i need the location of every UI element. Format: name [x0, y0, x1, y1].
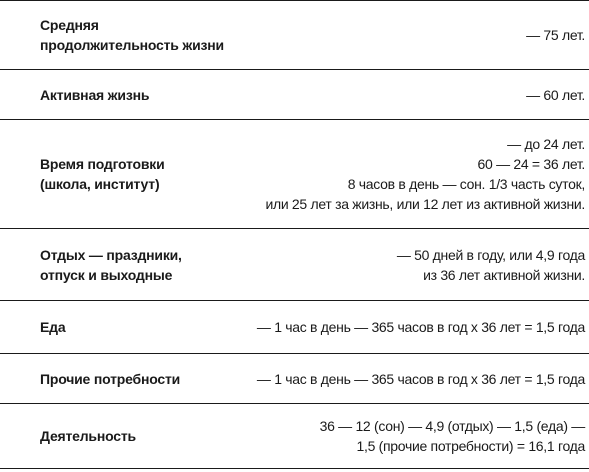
row-value	[397, 229, 585, 300]
table-row-preparation-time	[0, 119, 589, 228]
row-label-line: продолжительность жизни	[40, 37, 224, 53]
row-label-line: отпуск и выходные	[40, 266, 173, 283]
table-row-other-needs	[0, 353, 589, 403]
row-label	[40, 229, 182, 300]
row-label-line: Отдых — праздники,	[40, 246, 182, 263]
row-label	[40, 404, 136, 468]
table-row-food	[0, 300, 589, 353]
row-label-line: Прочие потребности	[40, 370, 181, 387]
table-row-activity	[0, 403, 589, 469]
table-row-active-life	[0, 69, 589, 119]
row-value-line: 60 — 24 = 36 лет.	[477, 156, 585, 172]
row-value	[257, 354, 585, 403]
row-value-line: — до 24 лет.	[507, 136, 585, 152]
row-value	[526, 1, 585, 69]
table-row-life-expectancy	[0, 0, 589, 69]
row-label-line: Еда	[40, 319, 66, 335]
row-label-line: Деятельность	[40, 428, 136, 444]
row-label-line: (школа, институт)	[40, 176, 160, 192]
row-label-line: Средняя	[40, 17, 99, 33]
row-value-line: — 60 лет.	[526, 86, 585, 103]
row-value	[320, 404, 585, 468]
row-value	[257, 301, 585, 353]
row-value-line: 36 — 12 (сон) — 4,9 (отдых) — 1,5 (еда) —	[319, 418, 585, 434]
row-label	[40, 70, 149, 119]
row-value	[265, 120, 585, 228]
row-value-line: из 36 лет активной жизни.	[423, 266, 585, 283]
row-label	[40, 354, 180, 403]
row-value-line: 8 часов в день — сон. 1/3 часть суток,	[347, 176, 585, 192]
row-label-line: Активная жизнь	[40, 86, 150, 103]
row-label	[40, 1, 224, 69]
row-value-line: 1,5 (прочие потребности) = 16,1 года	[356, 438, 585, 454]
row-value-line: — 1 час в день — 365 часов в год х 36 лет = 1,5 года	[256, 319, 585, 335]
row-value	[526, 70, 585, 119]
row-value-line: — 50 дней в году, или 4,9 года	[396, 246, 585, 263]
row-label	[40, 301, 65, 353]
table-row-rest	[0, 228, 589, 300]
row-value-line: — 75 лет.	[526, 27, 585, 43]
row-value-line: или 25 лет за жизнь, или 12 лет из активной жизни.	[265, 196, 585, 212]
row-value-line: — 1 час в день — 365 часов в год х 36 лет = 1,5 года	[256, 370, 585, 387]
row-label-line: Время подготовки	[40, 156, 165, 172]
row-label	[40, 120, 164, 228]
